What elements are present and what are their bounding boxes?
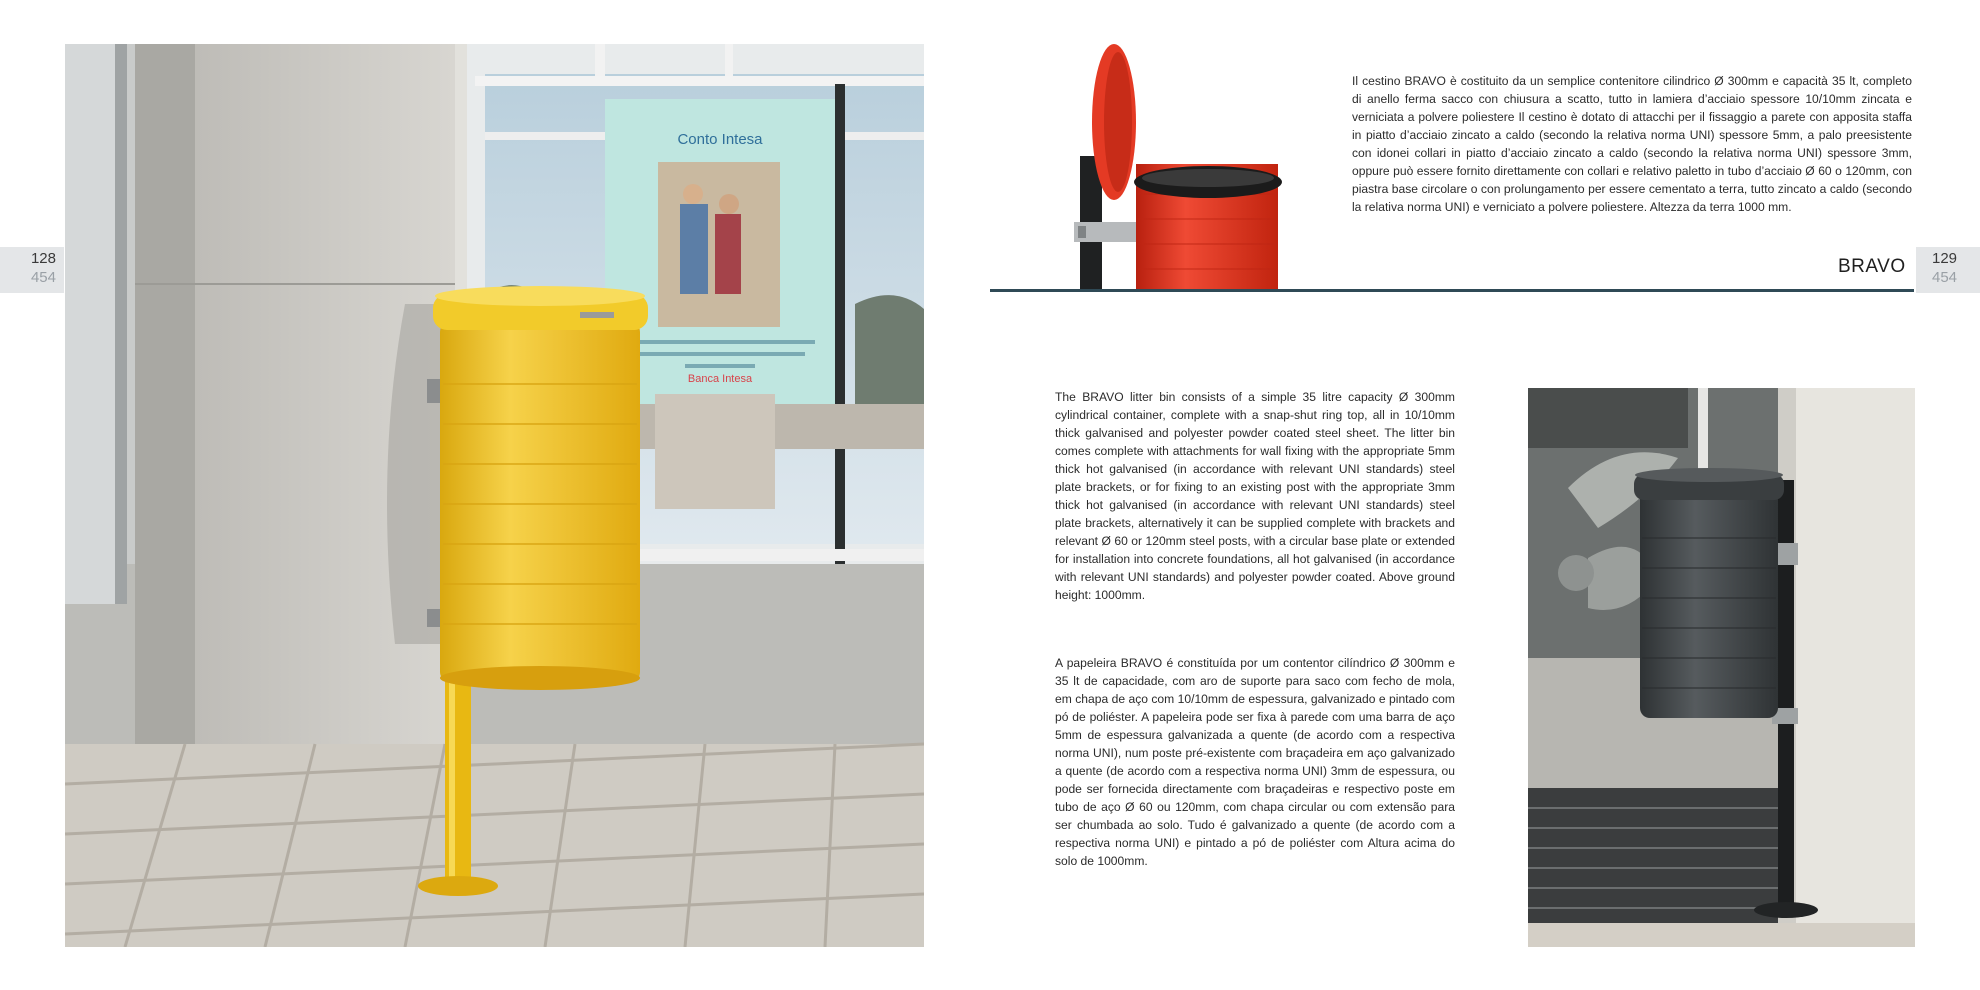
page-number-total: 454 bbox=[1932, 269, 1958, 286]
product-title: BRAVO bbox=[1838, 256, 1906, 277]
page-number-right bbox=[1916, 247, 1980, 293]
photo-red-bin bbox=[1060, 44, 1290, 290]
photo-yellow-bin bbox=[65, 44, 924, 947]
page-number-current: 129 bbox=[1932, 250, 1958, 267]
page-number-total: 454 bbox=[30, 269, 56, 286]
divider-rule bbox=[990, 289, 1914, 292]
page-number-left bbox=[0, 247, 64, 293]
description-italian: Il cestino BRAVO è costituito da un semplice contenitore cilindrico Ø 300mm e capacità 35 lt, completo di anello ferma sacco con chiusura a scatto, tutto in lamiera d’acciaio spessore 10/10mm zincata e verniciata a polvere poliestere Il cestino è dotato di attacchi per il fissaggio a parete con apposita staffa in piatto d’acciaio zincato a caldo (secondo la relativa norma UNI) spessore 5mm, a palo preesistente con idonei collari in piatto d’acciaio zincato a caldo (secondo la relativa norma UNI) spessore 3mm, oppure può essere fornito direttamente con collari e relativo paletto in tubo d’acciaio Ø 60 o 120mm, con piastra base circolare o con prolungamento per essere cementato a terra, tutto zincato a caldo (secondo la relativa norma UNI) e verniciato a polvere poliestere. Altezza da terra 1000 mm. bbox=[1352, 74, 1912, 214]
description-portuguese: A papeleira BRAVO é constituída por um contentor cilíndrico Ø 300mm e 35 lt de capacidade, com aro de suporte para saco com fecho de mola, em chapa de aço com 10/10mm de espessura, galvanizado e pintado com pó de poliéster. A papeleira pode ser fixa à parede com uma barra de aço 5mm de espessura galvanizada a quente (de acordo com a respectiva norma UNI), num poste pré-existente com braçadeira em aço galvanizado a quente (de acordo com a respectiva norma UNI) 3mm de espessura, ou pode ser fornecida directamente com braçadeiras e respectivo poste em tubo de aço Ø 60 ou 120mm, com chapa circular ou com extensão para ser chumbada ao solo. Tudo é galvanizado a quente (de acordo com a respectiva norma UNI) e pintado a pó de poliéster com Altura acima do solo de 1000mm. bbox=[1055, 656, 1455, 868]
poster-heading: Conto Intesa bbox=[677, 131, 763, 148]
description-english: The BRAVO litter bin consists of a simple 35 litre capacity Ø 300mm cylindrical container, complete with a snap-shut ring top, all in 10/10mm thick galvanised and polyester powder coated steel sheet. The litter bin comes complete with attachments for wall fixing with the appropriate 5mm thick hot galvanised (in accordance with relevant UNI standards) steel plate brackets, or for fixing to an existing post with the appropriate 3mm thick hot galvanised (in accordance with relevant UNI standards) steel plate brackets, alternatively it can be supplied complete with brackets and relevant Ø 60 or 120mm steel posts, with a circular base plate or extended for installation into concrete foundations, all hot galvanised (in accordance with relevant UNI standards) and polyester powder coated. Above ground height: 1000mm. bbox=[1055, 390, 1455, 602]
page-number-current: 128 bbox=[30, 250, 56, 267]
photo-grey-bin bbox=[1528, 388, 1915, 947]
poster-brand: Banca Intesa bbox=[687, 373, 753, 385]
